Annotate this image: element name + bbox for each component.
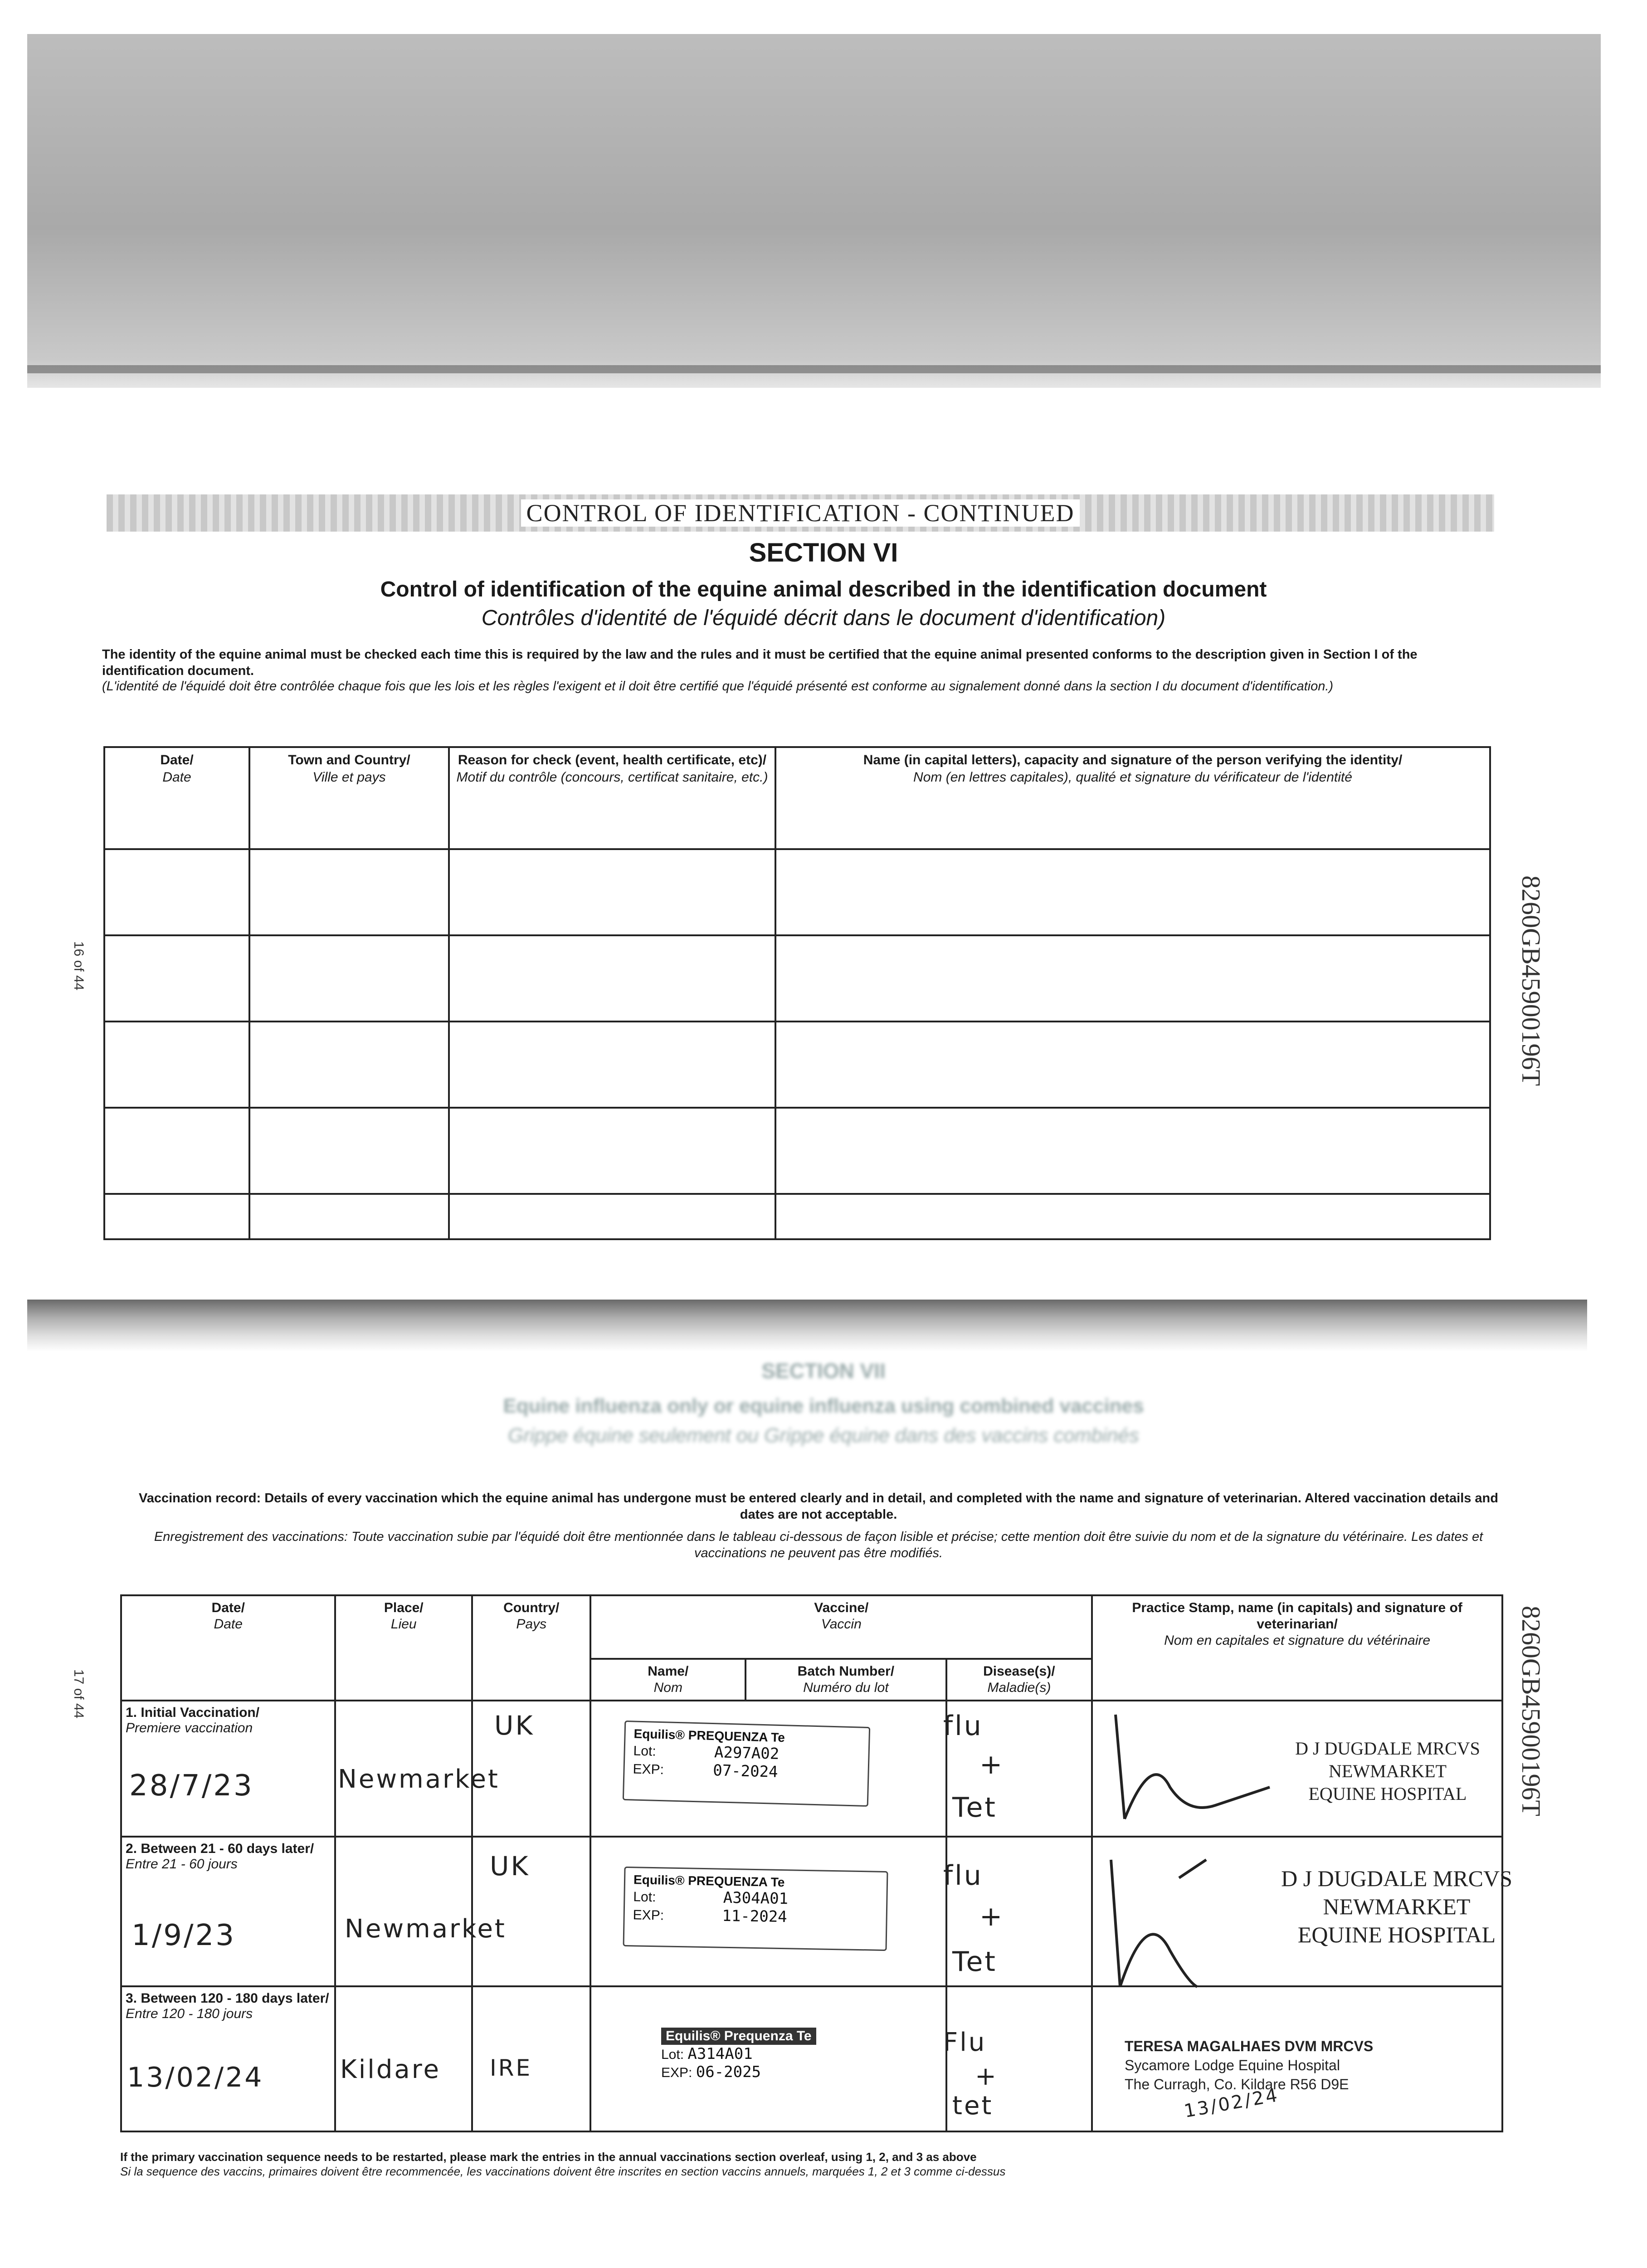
row3-disease-3: tet: [952, 2091, 994, 2121]
vaccination-intro-en: Vaccination record: Details of every vaccination which the equine animal has undergone must be entered clearly and in detail, and completed with the name and signature of veterinarian. Altered vaccination details and dates are not acceptable.: [139, 1491, 1498, 1522]
table-cell: [104, 1194, 249, 1239]
row2-practice-stamp: D J DUGDALE MRCVS NEWMARKET EQUINE HOSPITAL: [1281, 1866, 1512, 1947]
section-7-title-en: Equine influenza only or equine influenza using combined vaccines: [503, 1395, 1144, 1417]
row3-disease-1: Flu: [943, 2028, 987, 2057]
col-date: Date/ Date: [104, 747, 249, 849]
row2-disease-1: flu: [943, 1860, 983, 1892]
row1-disease-2: +: [979, 1749, 1004, 1780]
table-cell: [775, 935, 1490, 1022]
row-label-cell: 1. Initial Vaccination/ Premiere vaccination: [121, 1701, 335, 1837]
page-number-16: 16 of 44: [71, 941, 86, 991]
row3-country: IRE: [490, 2055, 532, 2081]
section-7-title-fr: Grippe équine seulement ou Grippe équine dans des vaccins combinés: [508, 1424, 1139, 1447]
col-vaccine-name: Name/ Nom: [590, 1659, 746, 1701]
col-reason: Reason for check (event, health certificate, etc)/ Motif du contrôle (concours, certificat sanitaire, etc.): [449, 747, 775, 849]
footnote-fr: Si la sequence des vaccins, primaires doivent être recommencée, les vaccinations doivent être inscrites en section vaccins annuels, marquées 1, 2 et 3 comme ci-dessus: [120, 2165, 1006, 2178]
table-cell: [449, 1108, 775, 1194]
table-cell: [104, 1108, 249, 1194]
vaccination-intro-fr: Enregistrement des vaccinations: Toute vaccination subie par l'équidé doit être mentionnée dans le tableau ci-dessous de façon lisible et précise; cette mention doit être suivie du nom et de la signature du vétérinaire. Les dates et vaccinations ne peuvent pas être modifiés.: [154, 1530, 1483, 1560]
banner-title: CONTROL OF IDENTIFICATION - CONTINUED: [107, 494, 1494, 532]
col-stamp: Practice Stamp, name (in capitals) and signature of veterinarian/ Nom en capitales et signature du vétérinaire: [1092, 1595, 1502, 1701]
row2-country: UK: [490, 1851, 530, 1882]
table-cell: [249, 1022, 449, 1108]
ueln-vertical-2: 8260GB45900196T: [1516, 1606, 1546, 1816]
table-cell: [449, 1022, 775, 1108]
row3-vaccine-sticker: Equilis® Prequenza Te Lot: A314A01 EXP: 06-2025: [653, 2023, 869, 2100]
section-heading: SECTION VI: [749, 538, 898, 567]
table-cell: [104, 1022, 249, 1108]
row2-vaccine-sticker: Equilis® PREQUENZA Te Lot: A304A01 EXP: 11-2024: [623, 1867, 888, 1951]
row2-date: 1/9/23: [132, 1919, 236, 1952]
page-fold: [27, 1300, 1587, 1352]
table-cell: [775, 1194, 1490, 1239]
row2-signature: [1088, 1851, 1261, 1996]
table-cell: [449, 1194, 775, 1239]
ueln-vertical-1: 8260GB45900196T: [1516, 875, 1546, 1086]
row1-disease-1: flu: [943, 1710, 983, 1742]
row2-place: Newmarket: [345, 1914, 507, 1944]
row1-place: Newmarket: [338, 1765, 500, 1794]
intro-text-fr: (L'identité de l'équidé doit être contrôlée chaque fois que les lois et les règles l'exigent et il doit être certifié que l'équidé présenté est conforme au signalement donné dans la section I du document d'identification.): [102, 679, 1334, 694]
table-cell: [249, 1194, 449, 1239]
row3-place: Kildare: [340, 2055, 441, 2084]
col-vaccine: Vaccine/ Vaccin: [590, 1595, 1092, 1659]
page-title-en: Control of identification of the equine animal described in the identification document: [380, 577, 1267, 601]
table-cell: [335, 1837, 472, 1986]
intro-text-en: The identity of the equine animal must be checked each time this is required by the law and the rules and it must be certified that the equine animal presented conforms to the description given in Section I of the identification document.: [102, 647, 1418, 678]
table-cell: [104, 935, 249, 1022]
col-batch: Batch Number/ Numéro du lot: [746, 1659, 946, 1701]
col-disease: Disease(s)/ Maladie(s): [946, 1659, 1092, 1701]
table-cell: [449, 935, 775, 1022]
row1-date: 28/7/23: [129, 1769, 254, 1803]
table-cell: [449, 849, 775, 935]
col-verifier: Name (in capital letters), capacity and signature of the person verifying the identity/ Nom (en lettres capitales), qualité et signature du vérificateur de l'identité: [775, 747, 1490, 849]
row3-practice-stamp: TERESA MAGALHAES DVM MRCVS Sycamore Lodge Equine Hospital The Curragh, Co. Kildare R56 D9E 13/02/24: [1125, 2038, 1374, 2122]
row3-date: 13/02/24: [127, 2062, 264, 2093]
col-town-country: Town and Country/ Ville et pays: [249, 747, 449, 849]
footnote-en: If the primary vaccination sequence needs to be restarted, please mark the entries in the annual vaccinations section overleaf, using 1, 2, and 3 as above: [120, 2150, 977, 2164]
table-cell: [249, 935, 449, 1022]
row3-disease-2: +: [975, 2062, 998, 2091]
row2-disease-2: +: [979, 1901, 1004, 1932]
row1-country: UK: [494, 1710, 535, 1741]
row1-signature: [1097, 1696, 1288, 1833]
identity-check-table: [103, 746, 1491, 1240]
table-cell: [775, 1108, 1490, 1194]
table-cell: [775, 849, 1490, 935]
row1-disease-3: Tet: [952, 1792, 997, 1823]
table-cell: [249, 1108, 449, 1194]
row1-vaccine-sticker: Equilis® PREQUENZA Te Lot: A297A02 EXP: 07-2024: [623, 1721, 870, 1807]
row-label-cell: 2. Between 21 - 60 days later/ Entre 21 - 60 jours: [121, 1837, 335, 1986]
col-place: Place/ Lieu: [335, 1595, 472, 1701]
page-title-fr: Contrôles d'identité de l'équidé décrit dans le document d'identification): [481, 606, 1166, 630]
table-cell: [775, 1022, 1490, 1108]
table-cell: [104, 849, 249, 935]
table-cell: [249, 849, 449, 935]
row2-disease-3: Tet: [952, 1946, 997, 1978]
col-country: Country/ Pays: [472, 1595, 590, 1701]
redacted-top-area: [27, 34, 1601, 388]
section-7-heading: SECTION VII: [761, 1359, 886, 1383]
row1-practice-stamp: D J DUGDALE MRCVS NEWMARKET EQUINE HOSPITAL: [1295, 1738, 1480, 1804]
row-label-cell: 3. Between 120 - 180 days later/ Entre 120 - 180 jours: [121, 1986, 335, 2131]
page-number-17: 17 of 44: [71, 1669, 86, 1719]
col-date: Date/ Date: [121, 1595, 335, 1701]
